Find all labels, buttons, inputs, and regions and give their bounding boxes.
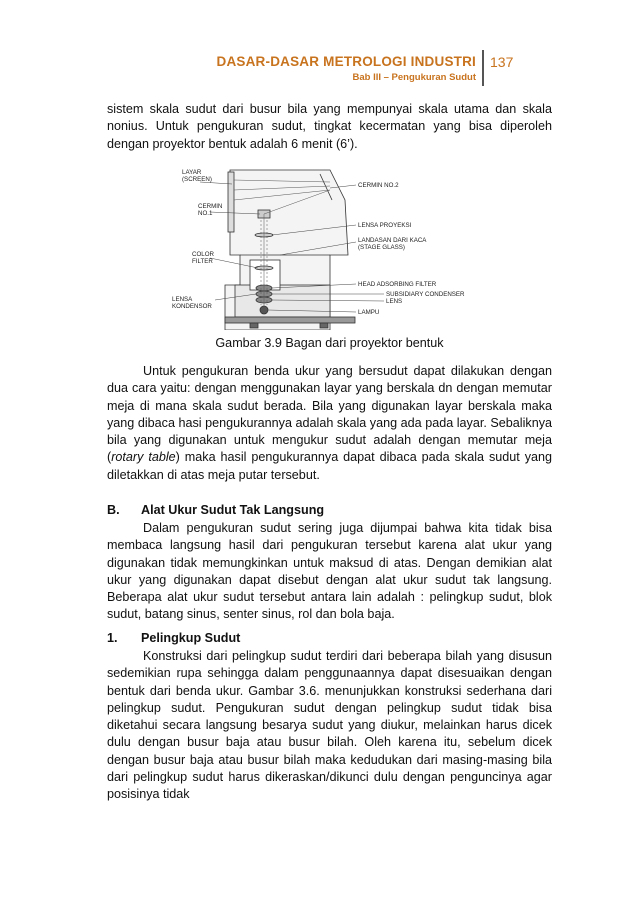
header-subtitle: Bab III – Pengukuran Sudut	[352, 72, 476, 83]
label-cermin-no2: CERMIN NO.2	[358, 182, 399, 189]
label-cermin: CERMIN	[198, 203, 223, 210]
header-title: DASAR-DASAR METROLOGI INDUSTRI	[216, 54, 476, 69]
section-b-title: Alat Ukur Sudut Tak Langsung	[141, 503, 325, 517]
label-subsidiary: SUBSIDIARY CONDENSER	[386, 291, 465, 298]
label-no1: NO.1	[198, 210, 213, 217]
projector-diagram-svg	[170, 160, 515, 330]
paragraph-intro: sistem skala sudut dari busur bila yang mempunyai skala utama dan skala nonius. Untuk pengukuran sudut, tingkat kecermatan yang bisa diperoleh dengan proyektor bentuk adalah 6 menit (6’).	[107, 102, 552, 151]
section-1-heading	[107, 631, 240, 645]
section-b-number: B.	[107, 503, 120, 517]
paragraph-measurement-start: Untuk pengukuran benda ukur yang bersudut dapat dilakukan dengan dua cara yaitu: dengan menggunakan layar yang berskala dn dengan memutar meja di mana skala sudut berada. Bila yang digunakan layar berskala maka yang dibaca hasi pengukurannya adalah skala yang ada pada layar. Sebaliknya bila yang digunakan untuk mengukur sudut adalah dengan memutar meja (	[107, 364, 552, 465]
label-lensa: LENSA	[172, 296, 193, 303]
figure-projector-diagram	[170, 160, 515, 330]
section-b-heading	[107, 503, 324, 517]
header-divider	[482, 50, 484, 86]
label-lampu: LAMPU	[358, 309, 380, 316]
label-layar: LAYAR	[182, 169, 202, 176]
paragraph-measurement-italic: rotary table	[111, 450, 176, 465]
figure-caption: Gambar 3.9 Bagan dari proyektor bentuk	[215, 336, 444, 350]
label-screen: (SCREEN)	[182, 176, 212, 183]
label-stage-glass: (STAGE GLASS)	[358, 244, 405, 251]
section-1-number: 1.	[107, 631, 118, 645]
paragraph-measurement	[107, 363, 552, 484]
label-landasan: LANDASAN DARI KACA	[358, 237, 427, 244]
label-lens: LENS	[386, 298, 403, 305]
label-lensa-proyeksi: LENSA PROYEKSI	[358, 222, 412, 229]
label-kondensor: KONDENSOR	[172, 303, 212, 310]
section-b-paragraph: Dalam pengukuran sudut sering juga dijumpai bahwa kita tidak bisa membaca langsung hasil dari pengukuran tersebut karena alat ukur yang digunakan tidak memungkinkan untuk maksud di atas. Dengan demikian alat ukur yang digunakan dapat disebut dengan alat ukur sudut tak langsung. Beberapa alat ukur sudut tersebut antara lain adalah : pelingkup sudut, blok sudut, batang sinus, senter sinus, rol dan bola baja.	[107, 521, 552, 622]
paragraph-measurement-end: ) maka hasil pengukurannya dapat dibaca pada skala sudut yang diletakkan di atas meja putar tersebut.	[107, 450, 553, 482]
section-1-title: Pelingkup Sudut	[141, 631, 241, 645]
section-1-paragraph: Konstruksi dari pelingkup sudut terdiri dari beberapa bilah yang disusun sedemikian rupa sehingga dalam penggunaannya dapat disesuaikan dengan bentuk dari benda ukur. Gambar 3.6. menunjukkan konstruksi sederhana dari pelingkup sudut. Pengukuran sudut dengan pelingkup sudut tidak bisa diketahui secara langsung besarya sudut yang diukur, melainkan harus dicek dulu dengan busur baja atau busur bilah. Oleh karena itu, sebelum dicek dengan busur baja atau busur bilah maka kedudukan dari masing-masing bila dari pelingkup sudut harus dikeraskan/dikunci dulu dengan penguncinya agar posisinya tidak	[107, 649, 552, 802]
label-filter: FILTER	[192, 258, 213, 265]
label-color: COLOR	[192, 251, 215, 258]
label-head-filter: HEAD ADSORBING FILTER	[358, 281, 437, 288]
page-number: 137	[490, 54, 514, 70]
